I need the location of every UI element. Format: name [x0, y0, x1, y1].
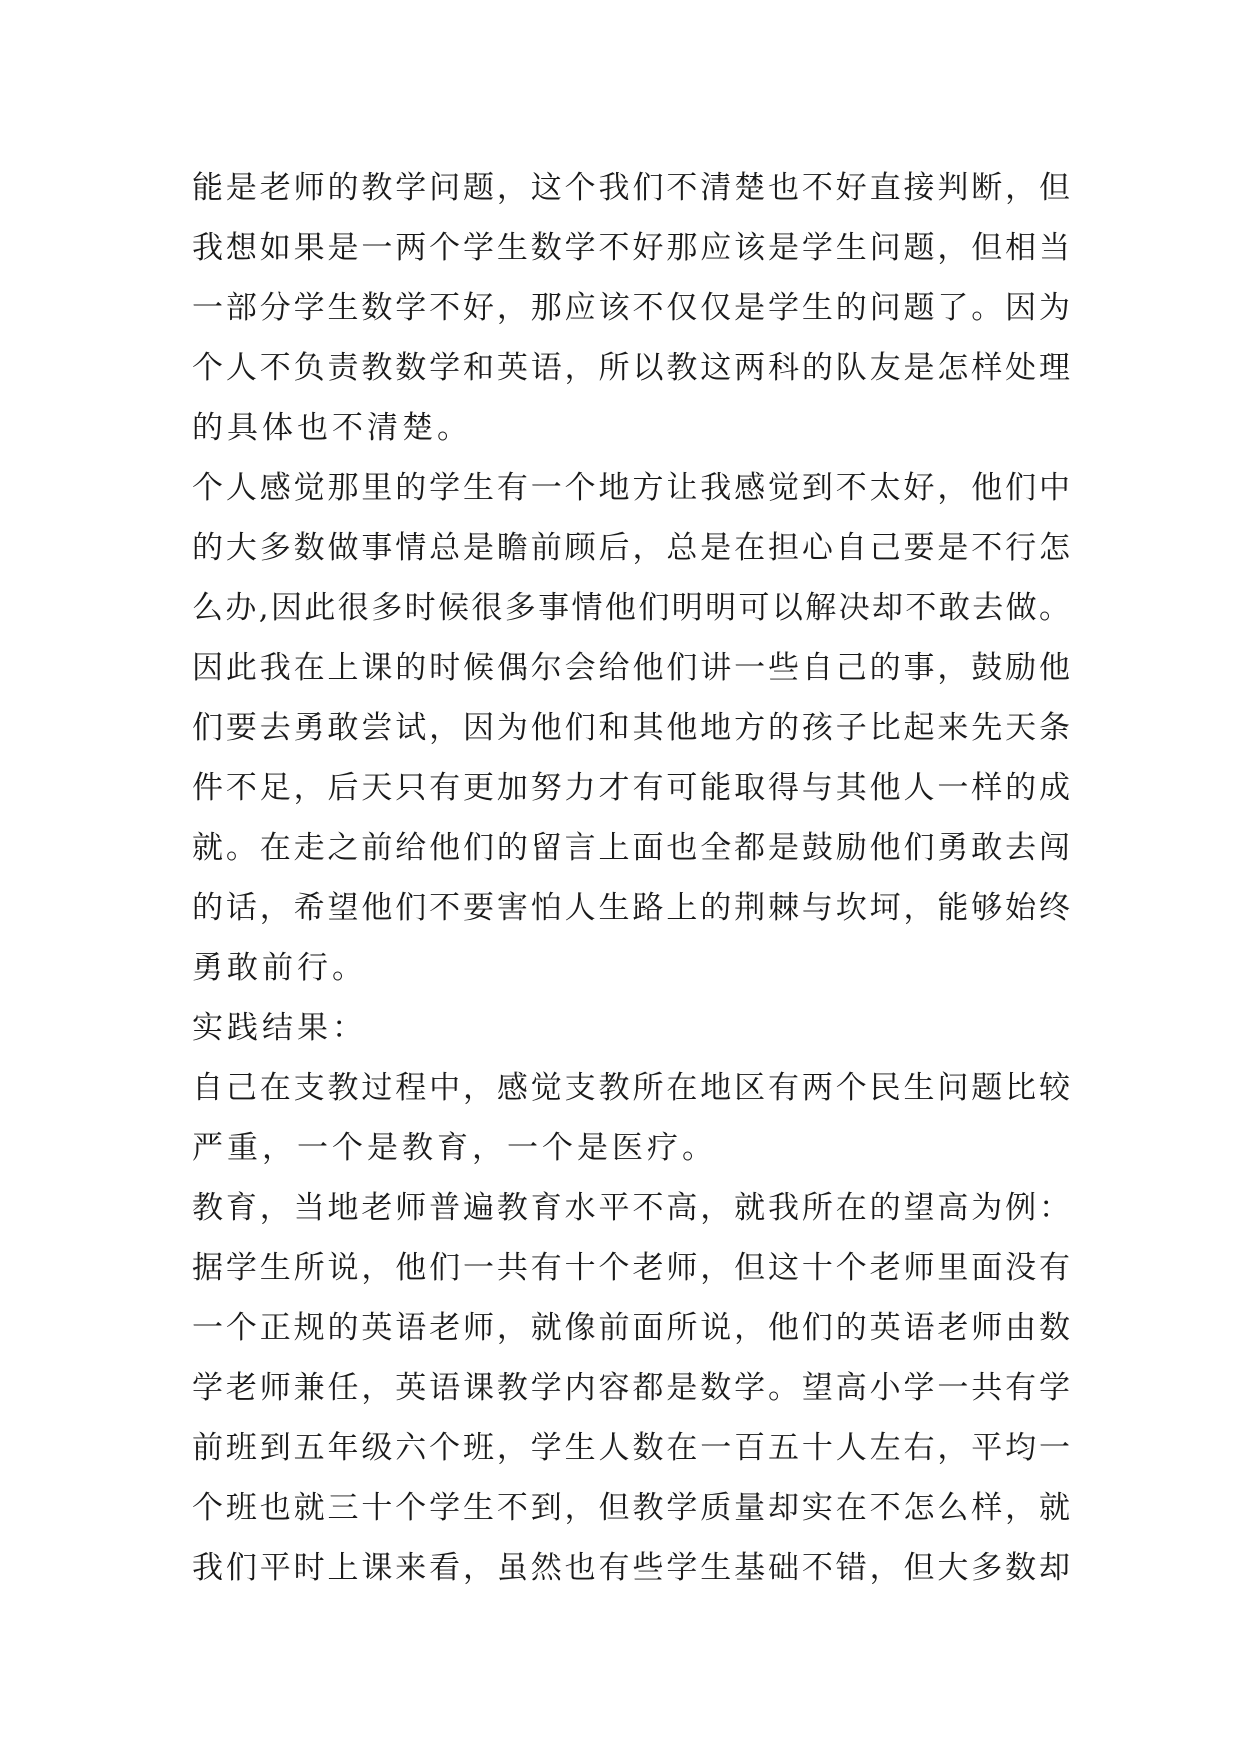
text-line: 因此我在上课的时候偶尔会给他们讲一些自己的事，鼓励他 [192, 650, 1072, 686]
text-line: 的话，希望他们不要害怕人生路上的荆棘与坎坷，能够始终 [192, 890, 1072, 926]
text-line: 个人不负责教数学和英语，所以教这两科的队友是怎样处理 [192, 350, 1072, 386]
text-line: 我想如果是一两个学生数学不好那应该是学生问题，但相当 [192, 230, 1072, 266]
text-line: 的具体也不清楚。 [192, 410, 472, 446]
text-line: 的大多数做事情总是瞻前顾后，总是在担心自己要是不行怎 [192, 530, 1072, 566]
text-line: 勇敢前行。 [192, 950, 367, 986]
text-line: 个人感觉那里的学生有一个地方让我感觉到不太好，他们中 [192, 470, 1072, 506]
text-line: 实践结果： [192, 1010, 367, 1046]
text-line: 一个正规的英语老师，就像前面所说，他们的英语老师由数 [192, 1310, 1072, 1346]
text-line: 就。在走之前给他们的留言上面也全都是鼓励他们勇敢去闯 [192, 830, 1072, 866]
text-line: 能是老师的教学问题，这个我们不清楚也不好直接判断，但 [192, 170, 1072, 206]
text-line: 教育，当地老师普遍教育水平不高，就我所在的望高为例： [192, 1190, 1072, 1226]
text-line: 严重，一个是教育，一个是医疗。 [192, 1130, 717, 1166]
text-line: 我们平时上课来看，虽然也有些学生基础不错，但大多数却 [192, 1550, 1072, 1586]
text-line: 据学生所说，他们一共有十个老师，但这十个老师里面没有 [192, 1250, 1072, 1286]
text-line: 个班也就三十个学生不到，但教学质量却实在不怎么样，就 [192, 1490, 1072, 1526]
text-line: 前班到五年级六个班，学生人数在一百五十人左右，平均一 [192, 1430, 1072, 1466]
text-line: 么办,因此很多时候很多事情他们明明可以解决却不敢去做。 [192, 590, 1072, 626]
text-line: 一部分学生数学不好，那应该不仅仅是学生的问题了。因为 [192, 290, 1072, 326]
text-line: 自己在支教过程中，感觉支教所在地区有两个民生问题比较 [192, 1070, 1072, 1106]
text-line: 们要去勇敢尝试，因为他们和其他地方的孩子比起来先天条 [192, 710, 1072, 746]
body-text [192, 158, 1072, 1598]
text-line: 学老师兼任，英语课教学内容都是数学。望高小学一共有学 [192, 1370, 1072, 1406]
text-line: 件不足，后天只有更加努力才有可能取得与其他人一样的成 [192, 770, 1072, 806]
